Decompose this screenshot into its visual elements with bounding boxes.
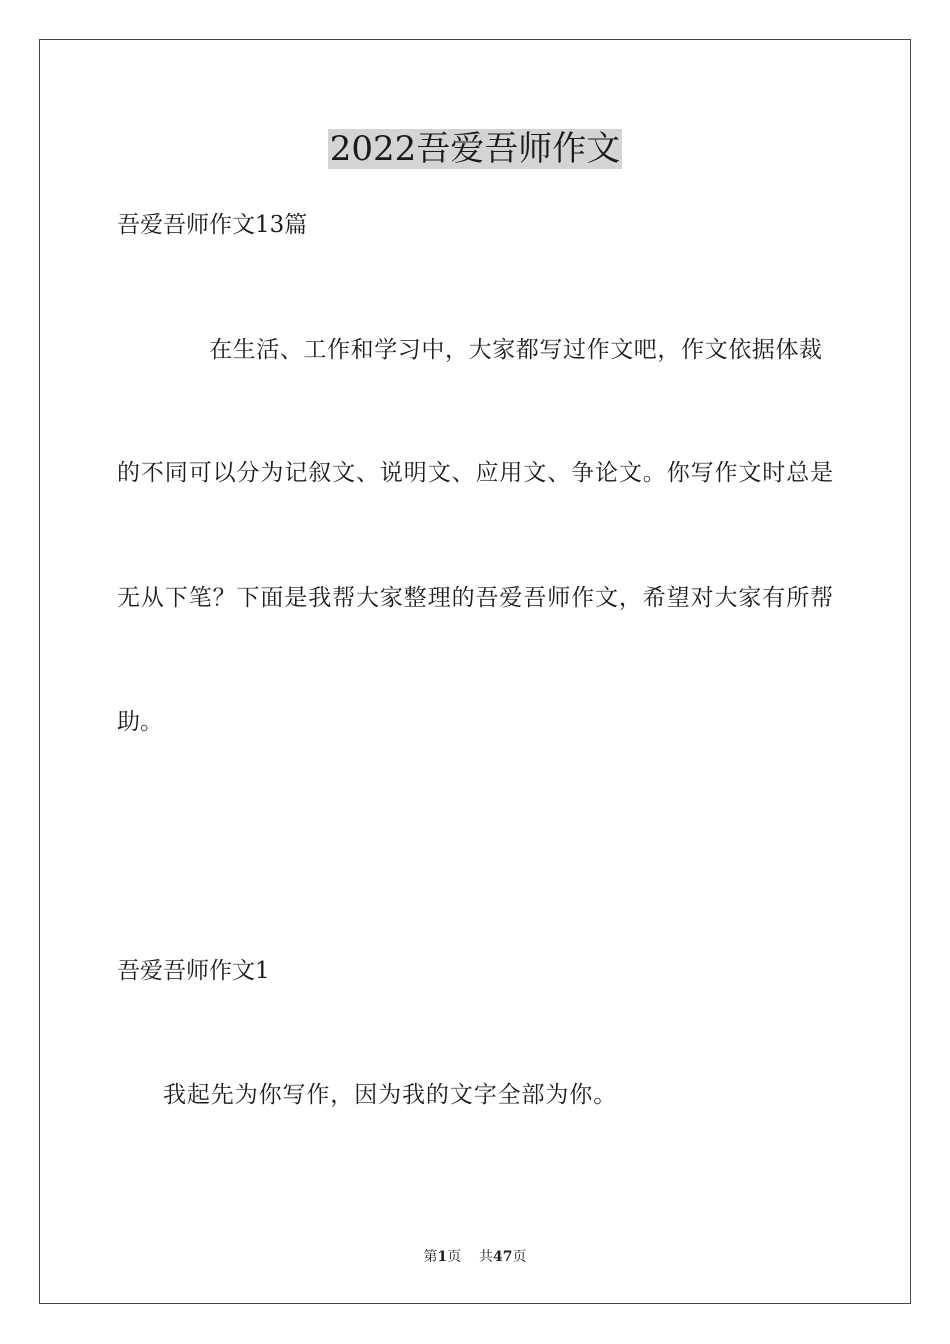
footer-total-prefix: 共: [479, 1249, 494, 1265]
document-title-text: 2022吾爱吾师作文: [329, 129, 621, 169]
footer-total-suffix: 页: [512, 1249, 527, 1265]
intro-line-3: 无从下笔？下面是我帮大家整理的吾爱吾师作文，希望对大家有所帮: [117, 585, 834, 611]
intro-line-2: 的不同可以分为记叙文、说明文、应用文、争论文。你写作文时总是: [117, 460, 834, 486]
footer-page-suffix: 页: [447, 1249, 462, 1265]
document-subtitle: 吾爱吾师作文13篇: [117, 212, 308, 238]
intro-line-1: 在生活、工作和学习中，大家都写过作文吧，作文依据体裁: [209, 337, 823, 363]
footer-prefix: 第: [423, 1249, 438, 1265]
page-footer: [0, 1247, 950, 1267]
footer-page-number: 1: [437, 1249, 448, 1265]
document-title: [0, 127, 950, 171]
intro-line-4: 助。: [117, 709, 163, 735]
section-heading: 吾爱吾师作文1: [117, 958, 270, 984]
section-paragraph: 我起先为你写作，因为我的文字全部为你。: [163, 1082, 618, 1108]
footer-total-pages: 47: [493, 1249, 513, 1265]
